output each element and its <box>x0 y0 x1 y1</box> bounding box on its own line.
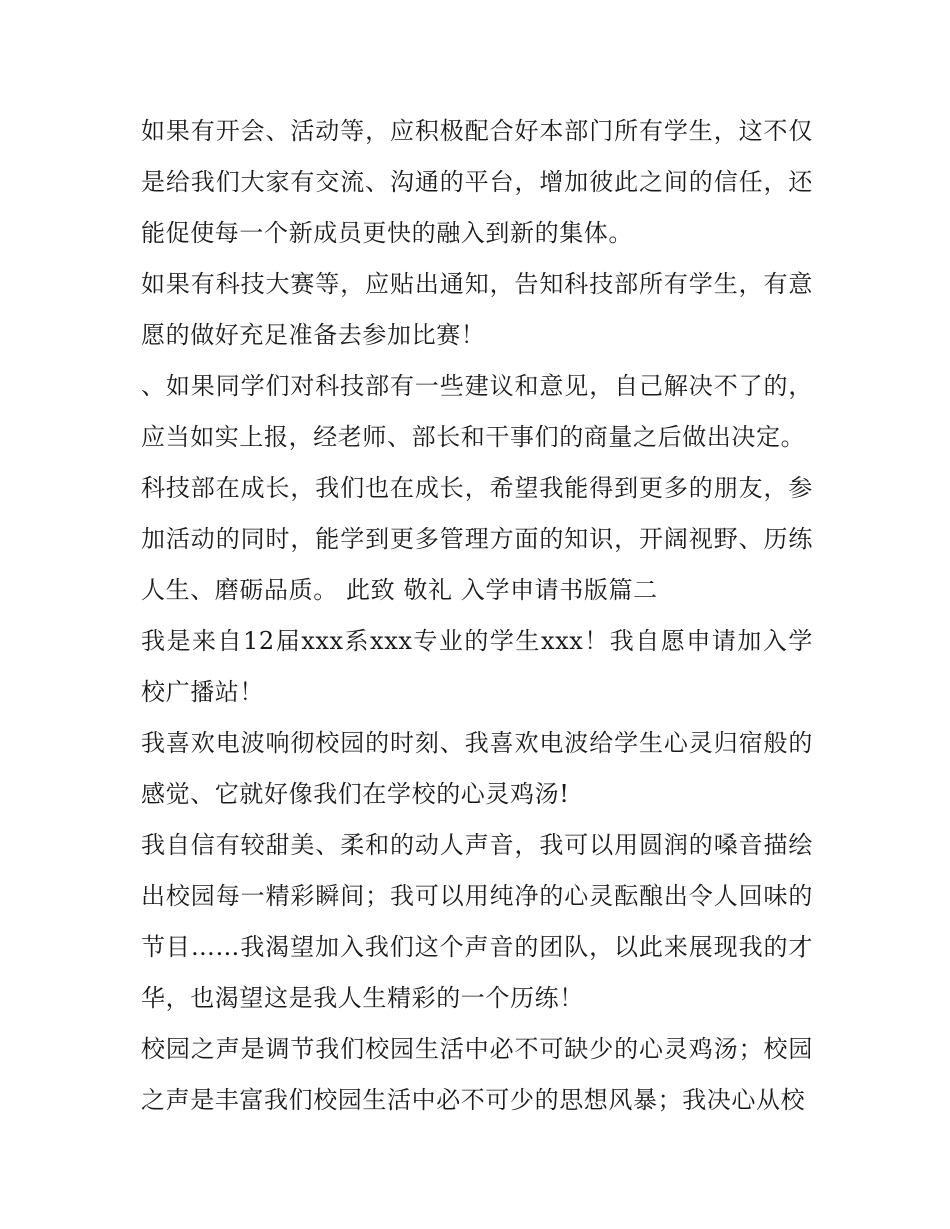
paragraph-voice-confidence: 我自信有较甜美、柔和的动人声音，我可以用圆润的嗓音描绘出校园每一精彩瞬间；我可以用纯净的心灵酝酿出令人回味的节目……我渴望加入我们这个声音的团队，以此来展现我的才华，也渴望这是我人生精彩的一个历练！ <box>141 831 813 1012</box>
document-body <box>141 106 813 1126</box>
paragraph-growth: 科技部在成长，我们也在成长，希望我能得到更多的朋友，参加活动的同时，能学到更多管理方面的知识，开阔视野、历练人生、磨砺品质。 此致 敬礼 入学申请书版篇二 <box>141 474 813 604</box>
paragraph-radio-love: 我喜欢电波响彻校园的时刻、我喜欢电波给学生心灵归宿般的感觉、它就好像我们在学校的心灵鸡汤! <box>141 729 813 808</box>
paragraph-suggestions: 、如果同学们对科技部有一些建议和意见，自己解决不了的，应当如实上报，经老师、部长和干事们的商量之后做出决定。 <box>141 372 813 451</box>
paragraph-campus-voice: 校园之声是调节我们校园生活中必不可缺少的心灵鸡汤；校园之声是丰富我们校园生活中必不可少的思想风暴；我决心从校 <box>141 1035 813 1114</box>
paragraph-tech-contest: 如果有科技大赛等，应贴出通知，告知科技部所有学生，有意愿的做好充足准备去参加比赛！ <box>141 270 813 349</box>
paragraph-self-intro: 我是来自12届xxx系xxx专业的学生xxx！我自愿申请加入学校广播站！ <box>141 627 813 706</box>
paragraph-meeting-activities: 如果有开会、活动等，应积极配合好本部门所有学生，这不仅是给我们大家有交流、沟通的平台，增加彼此之间的信任，还能促使每一个新成员更快的融入到新的集体。 <box>141 117 813 247</box>
